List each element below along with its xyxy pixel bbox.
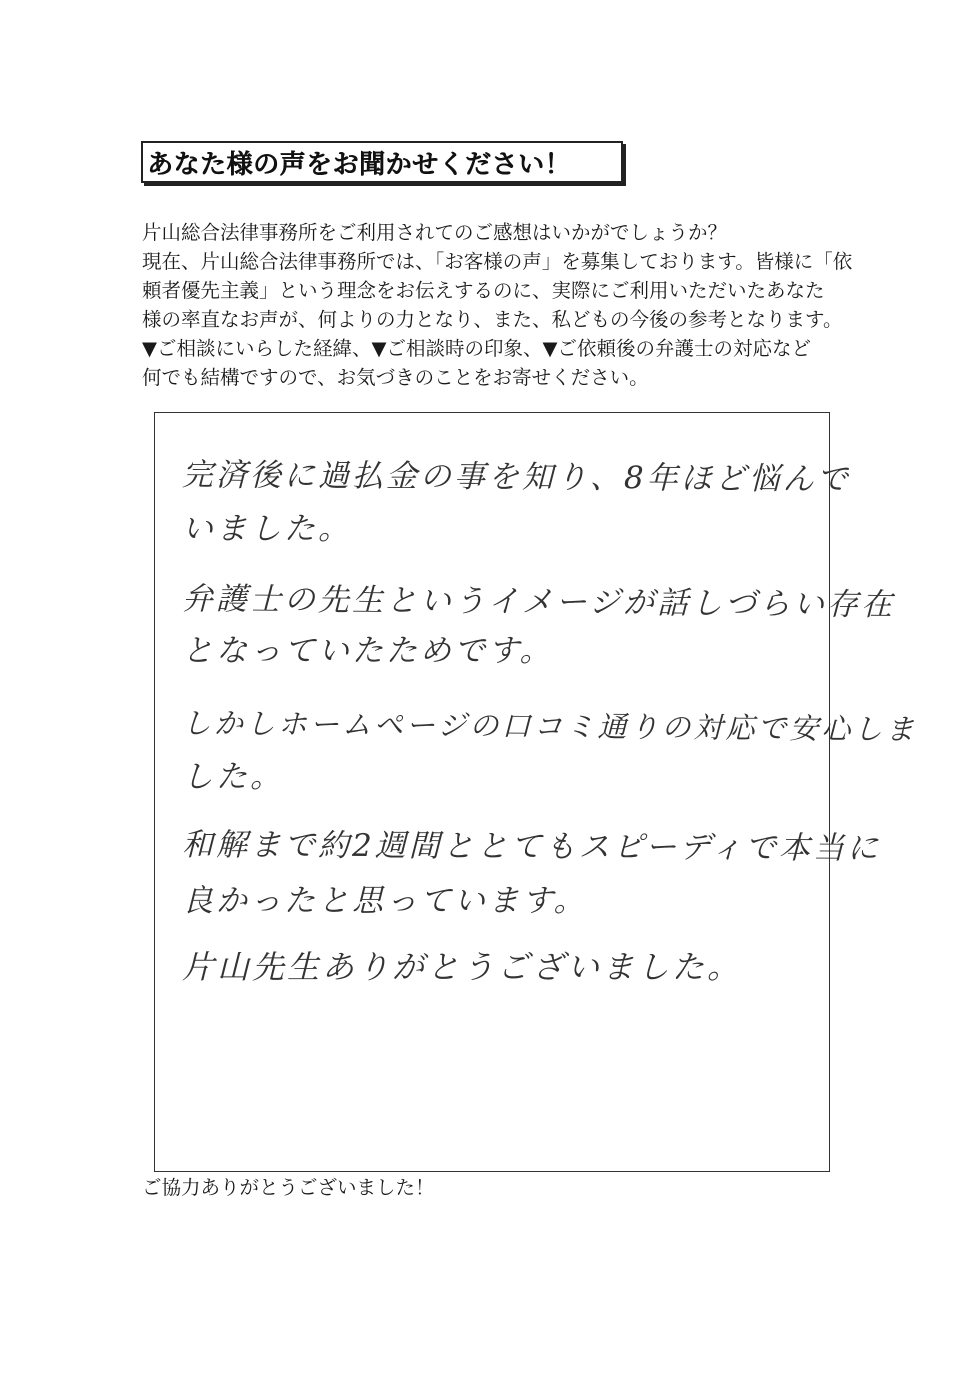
page-title: あなた様の声をお聞かせください！ — [147, 149, 572, 180]
intro-line: 現在、片山総合法律事務所では、「お客様の声」を募集しております。皆様に「依 — [142, 250, 853, 273]
intro-line: 片山総合法律事務所をご利用されてのご感想はいかがでしょうか？ — [142, 221, 728, 244]
comment-line: 完済後に過払金の事を知り、8年ほど悩んで — [181, 457, 851, 498]
intro-line: 何でも結構ですので、お気づきのことをお寄せください。 — [142, 366, 649, 389]
intro-paragraph — [142, 218, 852, 392]
intro-line: 様の率直なお声が、何よりの力となり、また、私どもの今後の参考となります。 — [142, 308, 843, 331]
comment-line: 良かったと思っています。 — [182, 883, 588, 919]
comment-line: した。 — [182, 759, 284, 795]
comment-line: いました。 — [182, 511, 352, 547]
comment-line: となっていたためです。 — [182, 633, 554, 669]
intro-line: 頼者優先主義」という理念をお伝えするのに、実際にご利用いただいたあなた — [142, 279, 825, 302]
comment-line: 片山先生ありがとうございました。 — [182, 948, 743, 986]
handwritten-comment — [181, 446, 918, 996]
comment-line: 弁護士の先生というイメージが話しづらい存在 — [181, 581, 896, 624]
comment-line: 和解まで約2週間ととてもスピーディで本当に — [181, 827, 882, 867]
comment-line: しかしホームページの口コミ通りの対応で安心しま — [181, 706, 918, 747]
thank-you-note: ご協力ありがとうございました！ — [142, 1176, 435, 1199]
title-box — [141, 141, 623, 183]
intro-line: ▼ご相談にいらした経緯、▼ご相談時の印象、▼ご依頼後の弁護士の対応など — [142, 337, 811, 360]
